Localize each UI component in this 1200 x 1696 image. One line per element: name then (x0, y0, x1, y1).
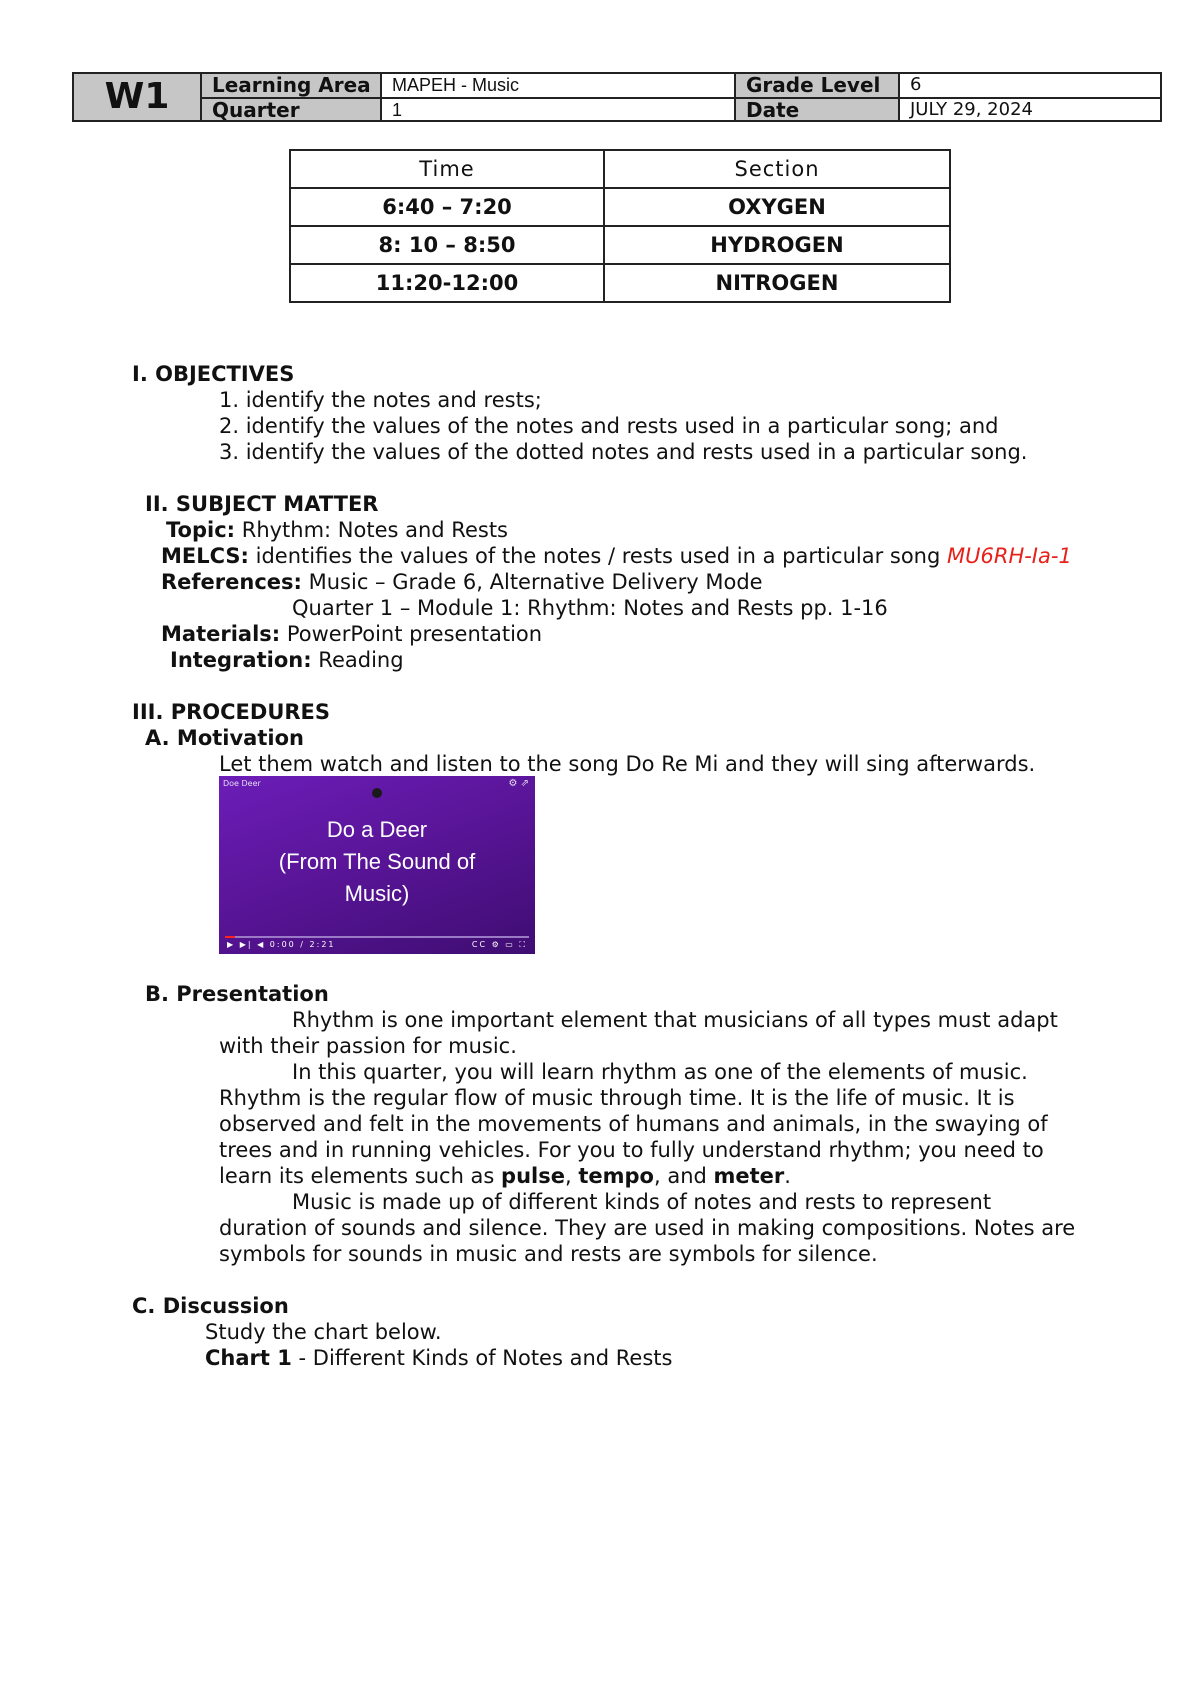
topic-label: Topic: (166, 518, 236, 542)
melcs-value: identifies the values of the notes / rests used in a particular song (248, 544, 947, 568)
time-cell: 6:40 – 7:20 (290, 188, 604, 226)
section-column-header: Section (604, 150, 950, 188)
presentation-line: Rhythm is one important element that musicians of all types must adapt (292, 1008, 1058, 1032)
video-label: Doe Deer (223, 779, 261, 788)
learning-area-value: MAPEH - Music (382, 74, 736, 97)
video-title-line: Do a Deer (326, 817, 428, 842)
week-label: W1 (74, 74, 202, 120)
learning-area-label: Learning Area (202, 74, 382, 97)
time-cell: 11:20-12:00 (290, 264, 604, 302)
materials-value: PowerPoint presentation (280, 622, 543, 646)
presentation-line: observed and felt in the movements of humans and animals, in the swaying of (219, 1112, 1048, 1136)
play-icon[interactable]: ▶ ▶| ◀ (227, 940, 266, 949)
presentation-text: learn its elements such as (219, 1164, 502, 1188)
presentation-line: with their passion for music. (219, 1034, 517, 1058)
schedule-header-row (290, 150, 950, 188)
quarter-value: 1 (382, 97, 736, 120)
objective-item: 1. identify the notes and rests; (219, 388, 542, 412)
video-top-icons: ⚙ ⇗ (508, 778, 529, 789)
schedule-table (289, 149, 951, 303)
materials-line (161, 621, 542, 647)
separator: , and (653, 1164, 714, 1188)
video-time: 0:00 / 2:21 (269, 940, 336, 949)
time-cell: 8: 10 – 8:50 (290, 226, 604, 264)
separator: . (784, 1164, 791, 1188)
keyword-meter: meter (713, 1164, 785, 1188)
keyword-tempo: tempo (578, 1164, 654, 1188)
video-thumbnail[interactable] (219, 776, 535, 954)
section-cell: HYDROGEN (604, 226, 950, 264)
separator: , (564, 1164, 579, 1188)
presentation-line-elements (219, 1163, 791, 1189)
chart-caption: - Different Kinds of Notes and Rests (291, 1346, 673, 1370)
integration-line (170, 647, 404, 673)
materials-label: Materials: (161, 622, 281, 646)
presentation-line: In this quarter, you will learn rhythm as one of the elements of music. (292, 1060, 1028, 1084)
procedures-heading: III. PROCEDURES (132, 700, 331, 724)
presentation-line: trees and in running vehicles. For you to fully understand rhythm; you need to (219, 1138, 1044, 1162)
video-title (219, 814, 535, 910)
chart-label: Chart 1 (205, 1346, 292, 1370)
references-line (161, 569, 763, 595)
video-controls-left[interactable] (227, 940, 336, 949)
melcs-label: MELCS: (161, 544, 249, 568)
video-controls-right[interactable]: CC ⚙ ▭ ⛶ (471, 940, 527, 949)
integration-value: Reading (311, 648, 404, 672)
discussion-heading: C. Discussion (132, 1294, 289, 1318)
presentation-line: Music is made up of different kinds of notes and rests to represent (292, 1190, 992, 1214)
motivation-heading: A. Motivation (145, 726, 304, 750)
keyword-pulse: pulse (501, 1164, 565, 1188)
table-row (290, 188, 950, 226)
date-label: Date (736, 97, 900, 120)
date-value: JULY 29, 2024 (900, 97, 1160, 120)
references-value: Music – Grade 6, Alternative Delivery Mode (301, 570, 763, 594)
topic-line (166, 517, 508, 543)
references-value-line-2: Quarter 1 – Module 1: Rhythm: Notes and Rests pp. 1-16 (292, 596, 888, 620)
quarter-label: Quarter (202, 97, 382, 120)
objective-item: 2. identify the values of the notes and rests used in a particular song; and (219, 414, 999, 438)
video-title-line: (From The Sound of (278, 849, 476, 874)
presentation-heading: B. Presentation (145, 982, 329, 1006)
section-cell: OXYGEN (604, 188, 950, 226)
grade-level-value: 6 (910, 74, 922, 95)
table-row (290, 226, 950, 264)
presentation-line: duration of sounds and silence. They are used in making compositions. Notes are (219, 1216, 1076, 1240)
integration-label: Integration: (170, 648, 312, 672)
discussion-text: Study the chart below. (205, 1320, 442, 1344)
topic-value: Rhythm: Notes and Rests (235, 518, 508, 542)
objectives-heading: I. OBJECTIVES (132, 362, 295, 386)
video-progress-fill (225, 936, 235, 938)
cursor-icon (372, 788, 382, 798)
lesson-header-table (72, 72, 1162, 122)
references-label: References: (161, 570, 302, 594)
melcs-code: MU6RH-Ia-1 (947, 544, 1072, 568)
section-cell: NITROGEN (604, 264, 950, 302)
presentation-line: symbols for sounds in music and rests are symbols for silence. (219, 1242, 878, 1266)
motivation-text: Let them watch and listen to the song Do Re Mi and they will sing afterwards. (219, 752, 1036, 776)
chart-caption-line (205, 1345, 672, 1371)
time-column-header: Time (290, 150, 604, 188)
video-title-line: Music) (344, 881, 410, 906)
video-progress-track[interactable] (225, 936, 529, 938)
objective-item: 3. identify the values of the dotted notes and rests used in a particular song. (219, 440, 1028, 464)
grade-level-label: Grade Level (736, 74, 900, 97)
presentation-line: Rhythm is the regular flow of music through time. It is the life of music. It is (219, 1086, 1015, 1110)
melcs-line (161, 543, 1072, 569)
subject-matter-heading: II. SUBJECT MATTER (145, 492, 379, 516)
table-row (290, 264, 950, 302)
